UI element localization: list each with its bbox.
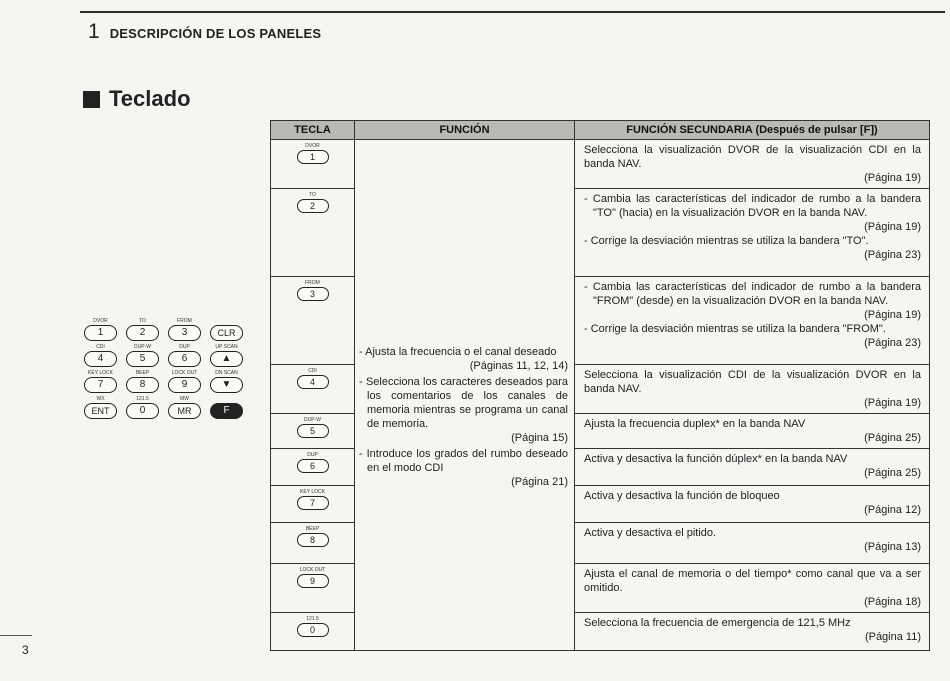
keypad-key-button: F [210, 403, 243, 419]
keypad-row [84, 396, 254, 419]
keypad-row [84, 370, 254, 393]
key-sublabel: FROM [305, 280, 320, 286]
function-page-ref: (Páginas 11, 12, 14) [469, 360, 568, 372]
key-button: 0 [297, 623, 329, 637]
secondary-function-page-ref: (Página 23) [864, 249, 921, 261]
section-bullet-icon [83, 91, 100, 108]
key-sublabel: TO [309, 192, 316, 198]
col-header-secondary-function: FUNCIÓN SECUNDARIA (Después de pulsar [F]) [575, 121, 930, 140]
footer-rule [0, 635, 32, 636]
function-page-ref: (Página 21) [511, 476, 568, 488]
key-cell [271, 523, 355, 564]
function-page-ref: (Página 15) [511, 432, 568, 444]
keypad-key-sublabel: UP SCAN [215, 344, 238, 350]
key-cell [271, 613, 355, 651]
col-header-function: FUNCIÓN [355, 121, 575, 140]
secondary-function-page-ref: (Página 23) [864, 337, 921, 349]
secondary-function-description: Selecciona la visualización DVOR de la visualización CDI en la banda NAV. [584, 144, 921, 170]
keypad-key [168, 344, 201, 367]
secondary-function-cell [575, 277, 930, 365]
key-button: 9 [297, 574, 329, 588]
chapter-title: DESCRIPCIÓN DE LOS PANELES [109, 26, 322, 41]
key-sublabel: CDI [308, 368, 317, 374]
keypad-key-sublabel: CDI [96, 344, 105, 350]
secondary-function-page-ref: (Página 19) [864, 221, 921, 233]
keypad-key-button: ▼ [210, 377, 243, 393]
keypad-key-button: ▲ [210, 351, 243, 367]
keypad-illustration [84, 318, 254, 422]
key-cell [271, 486, 355, 523]
keypad-key [210, 370, 243, 393]
secondary-function-text [584, 452, 921, 480]
keypad-key-sublabel: LOCK OUT [171, 370, 198, 376]
keypad-key-sublabel: TO [139, 318, 146, 324]
secondary-function-description: Ajusta la frecuencia duplex* en la banda NAV [584, 418, 806, 430]
table-body [271, 140, 930, 651]
keypad-key-button: 3 [168, 325, 201, 341]
keypad-key-sublabel: DN SCAN [215, 370, 238, 376]
section-title: Teclado [109, 86, 191, 111]
function-item [359, 447, 568, 489]
secondary-function-page-ref: (Página 12) [864, 504, 921, 516]
secondary-function-description: Ajusta el canal de memoria o del tiempo* como canal que va a ser omitido. [584, 568, 921, 594]
keypad-key [126, 370, 159, 393]
keypad-key [126, 344, 159, 367]
secondary-function-text [584, 234, 921, 262]
keypad-key-sublabel: DUP-W [134, 344, 151, 350]
secondary-function-text [584, 526, 921, 554]
secondary-function-text [584, 616, 921, 644]
secondary-function-cell [575, 365, 930, 414]
secondary-function-description: - Cambia las características del indicador de rumbo a la bandera "FROM" (desde) en la visualización DVOR en la banda NAV. [584, 281, 921, 307]
keypad-key [168, 370, 201, 393]
secondary-function-text [584, 143, 921, 185]
key-sublabel: LOCK OUT [299, 567, 326, 573]
secondary-function-description: Activa y desactiva la función dúplex* en la banda NAV [584, 453, 848, 465]
key-cell [271, 277, 355, 365]
function-text: - Selecciona los caracteres deseados para los comentarios de los canales de memoria mientras se programa un canal de memoria. [359, 376, 568, 430]
key-cell [271, 449, 355, 486]
secondary-function-page-ref: (Página 13) [864, 541, 921, 553]
function-text: - Introduce los grados del rumbo deseado en el modo CDI [359, 448, 568, 474]
function-item [359, 375, 568, 445]
keypad-key-sublabel: KEY LOCK [88, 370, 113, 376]
key-button: 2 [297, 199, 329, 213]
keypad-key-sublabel: WX [96, 396, 105, 402]
secondary-function-page-ref: (Página 25) [864, 432, 921, 444]
key-sublabel: DVOR [305, 143, 320, 149]
keypad-key-button: 2 [126, 325, 159, 341]
chapter-number: 1 [88, 20, 100, 43]
keypad-key [168, 318, 201, 341]
secondary-function-page-ref: (Página 11) [864, 631, 921, 643]
key-sublabel: 121.5 [306, 616, 319, 622]
secondary-function-text [584, 322, 921, 350]
keypad-key-button: 6 [168, 351, 201, 367]
section-heading [83, 86, 191, 112]
keypad-key-button: 4 [84, 351, 117, 367]
secondary-function-description: Activa y desactiva la función de bloqueo [584, 490, 780, 502]
key-button: 7 [297, 496, 329, 510]
keypad-key [210, 396, 243, 419]
keypad-key [84, 370, 117, 393]
chapter-header [88, 20, 321, 44]
function-item [359, 345, 568, 373]
key-cell [271, 189, 355, 277]
table-header-row [271, 121, 930, 140]
keypad-key [84, 396, 117, 419]
keypad-key-button: 0 [126, 403, 159, 419]
key-cell [271, 140, 355, 189]
secondary-function-text [584, 417, 921, 445]
key-button: 6 [297, 459, 329, 473]
keypad-key-sublabel: 121.5 [136, 396, 149, 402]
keys-table [270, 120, 930, 651]
keypad-key [84, 318, 117, 341]
keypad-key [84, 344, 117, 367]
secondary-function-page-ref: (Página 19) [864, 309, 921, 321]
secondary-function-page-ref: (Página 19) [864, 172, 921, 184]
secondary-function-cell [575, 189, 930, 277]
secondary-function-text [584, 280, 921, 322]
keypad-key-button: CLR [210, 325, 243, 341]
function-cell [355, 140, 575, 651]
secondary-function-cell [575, 414, 930, 449]
secondary-function-text [584, 567, 921, 609]
top-rule [80, 11, 945, 13]
secondary-function-text [584, 192, 921, 234]
secondary-function-description: Selecciona la frecuencia de emergencia de 121,5 MHz [584, 617, 851, 629]
secondary-function-text [584, 368, 921, 410]
keypad-key-sublabel: MW [180, 396, 189, 402]
key-sublabel: BEEP [305, 526, 320, 532]
key-button: 1 [297, 150, 329, 164]
secondary-function-description: - Corrige la desviación mientras se utiliza la bandera "TO". [584, 235, 869, 247]
key-cell [271, 365, 355, 414]
keypad-key-button: ENT [84, 403, 117, 419]
keypad-key-sublabel: BEEP [135, 370, 150, 376]
secondary-function-page-ref: (Página 19) [864, 397, 921, 409]
keypad-key-button: 5 [126, 351, 159, 367]
table-row [271, 140, 930, 189]
keypad-row [84, 344, 254, 367]
key-button: 5 [297, 424, 329, 438]
key-button: 4 [297, 375, 329, 389]
col-header-key: TECLA [271, 121, 355, 140]
secondary-function-cell [575, 486, 930, 523]
secondary-function-text [584, 489, 921, 517]
secondary-function-description: - Cambia las características del indicador de rumbo a la bandera "TO" (hacia) en la visualización DVOR en la banda NAV. [584, 193, 921, 219]
keypad-key [126, 318, 159, 341]
keypad-row [84, 318, 254, 341]
secondary-function-cell [575, 449, 930, 486]
secondary-function-cell [575, 523, 930, 564]
key-button: 8 [297, 533, 329, 547]
secondary-function-cell [575, 613, 930, 651]
secondary-function-cell [575, 140, 930, 189]
keypad-key-button: 1 [84, 325, 117, 341]
function-text: - Ajusta la frecuencia o el canal deseado [359, 346, 557, 358]
secondary-function-cell [575, 564, 930, 613]
keypad-key [210, 318, 243, 341]
keypad-key-sublabel: DVOR [93, 318, 108, 324]
page-number: 3 [22, 643, 29, 657]
secondary-function-page-ref: (Página 25) [864, 467, 921, 479]
secondary-function-description: Activa y desactiva el pitido. [584, 527, 717, 539]
key-sublabel: DUP-W [304, 417, 321, 423]
key-sublabel: DUP [307, 452, 318, 458]
keypad-key-button: 8 [126, 377, 159, 393]
secondary-function-description: Selecciona la visualización CDI de la visualización DVOR en la banda NAV. [584, 369, 921, 395]
keypad-key-button: 9 [168, 377, 201, 393]
keypad-key-button: MR [168, 403, 201, 419]
key-cell [271, 414, 355, 449]
keypad-key [126, 396, 159, 419]
keypad-key-sublabel: FROM [177, 318, 192, 324]
secondary-function-description: - Corrige la desviación mientras se utiliza la bandera "FROM". [584, 323, 886, 335]
key-cell [271, 564, 355, 613]
key-sublabel: KEY LOCK [300, 489, 325, 495]
secondary-function-page-ref: (Página 18) [864, 596, 921, 608]
keypad-key-button: 7 [84, 377, 117, 393]
keypad-key-sublabel: DUP [179, 344, 190, 350]
key-button: 3 [297, 287, 329, 301]
keypad-key [168, 396, 201, 419]
keypad-key [210, 344, 243, 367]
